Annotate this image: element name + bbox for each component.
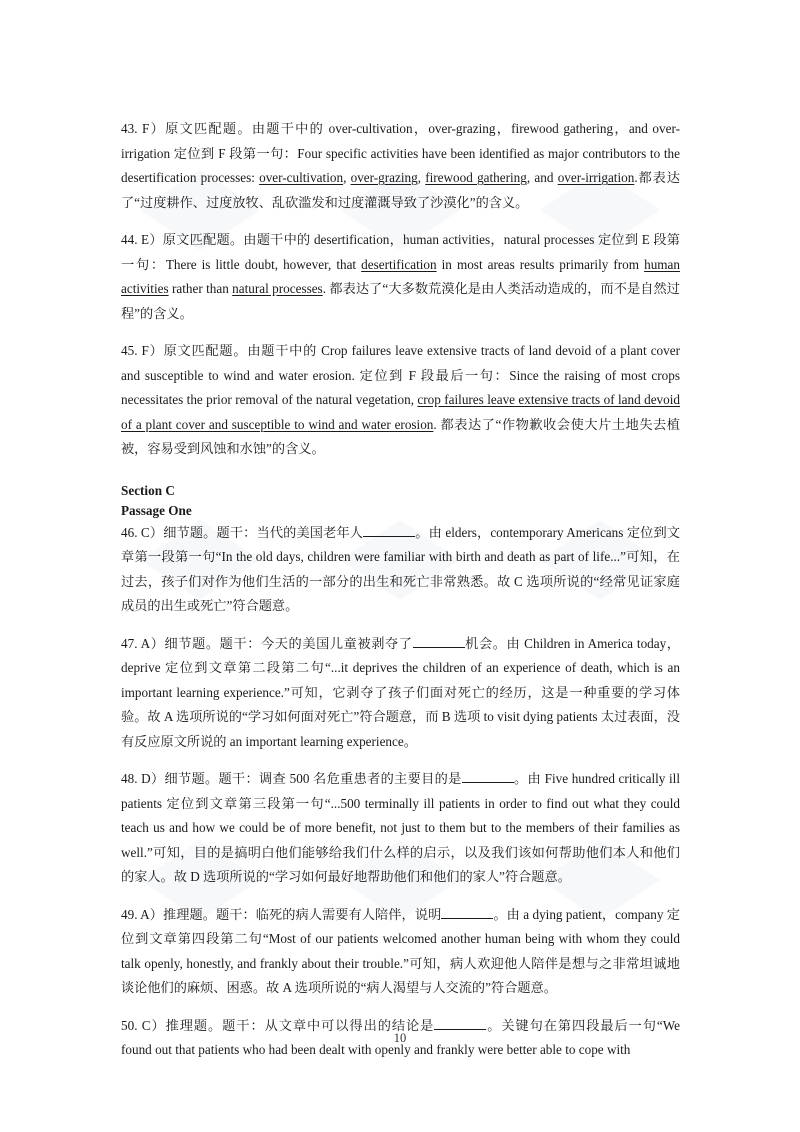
- explanation-text: .都表达了“过度耕作、过度放牧、乱砍滥发和过度灌溉导致了沙漠化”的含义。: [121, 170, 680, 210]
- underlined-quote: natural processes: [232, 281, 323, 296]
- separator: , and: [526, 170, 558, 185]
- explanation-text: . 都表达了“大多数荒漠化是由人类活动造成的，而不是自然过程”的含义。: [121, 281, 680, 321]
- explanation-46: [121, 521, 680, 619]
- underlined-quote: firewood gathering: [425, 170, 527, 185]
- explanation-49: [121, 903, 680, 1001]
- explanation-44: [121, 228, 680, 326]
- explanation-text: 47. A）细节题。题干：今天的美国儿童被剥夺了: [121, 635, 413, 651]
- underlined-quote: crop failures leave extensive tracts of land devoid of a plant cover and susceptible to wind and water erosion: [121, 392, 680, 432]
- explanation-text: 。关键句在第四段最后一句“We found out that patients who had been dealt with openly and frankly were better able to cope with: [121, 1017, 680, 1057]
- page-number: 10: [393, 1031, 407, 1045]
- explanation-text: 46. C）细节题。题干：当代的美国老年人: [121, 524, 364, 540]
- explanation-text: . 都表达了“作物歉收会使大片土地失去植被，容易受到风蚀和水蚀”的含义。: [121, 416, 680, 456]
- explanation-45: [121, 339, 680, 462]
- underlined-quote: over-grazing: [350, 170, 418, 185]
- separator: ,: [343, 170, 351, 185]
- explanation-text: rather than: [168, 281, 233, 296]
- explanation-text: 44. E）原文匹配题。由题干中的 desertification，human activities，natural processes 定位到 E 段第一句：There is little doubt, however, that: [121, 232, 680, 272]
- explanation-text: 45. F）原文匹配题。由题干中的 Crop failures leave extensive tracts of land devoid of a plant cover and susceptible to wind and water erosion. 定位到 F 段最后一句：Since the raising of most crops necessitates the prior removal of the natural vegetation,: [121, 343, 680, 407]
- explanation-48: [121, 767, 680, 890]
- separator: ,: [417, 170, 426, 185]
- explanation-text: 48. D）细节题。题干：调查 500 名危重患者的主要目的是: [121, 771, 462, 786]
- answer-blank: [363, 524, 415, 537]
- explanation-47: [121, 632, 680, 755]
- answer-blank: [441, 906, 493, 919]
- section-heading: Section C: [121, 482, 175, 498]
- explanation-text: 。由 Five hundred critically ill patients 定位到文章第三段第一句“...500 terminally ill patients in order to find out what they could teach us and how we could be of more benefit, not just to them but to the members of their families as well.”可知，目的是搞明白他们能够给我们什么样的启示，以及我们该如何帮助他们本人和他们的家人。故 D 选项所说的“学习如何最好地帮助他们和他们的家人”符合题意。: [121, 771, 681, 884]
- answer-blank: [413, 635, 465, 648]
- explanation-text: 。由 elders，contemporary Americans 定位到文章第一段第一句“In the old days, children were familiar with birth and death as part of life...”可知，在过去，孩子们对作为他们生活的一部分的出生和死亡非常熟悉。故 C 选项所说的“经常见证家庭成员的出生或死亡”符合题意。: [121, 524, 680, 613]
- underlined-quote: over-irrigation: [557, 170, 635, 185]
- explanation-text: 机会。由 Children in America today，deprive 定位到文章第二段第二句“...it deprives the children of an experience of death, which is an important learning experience.”可知，它剥夺了孩子们面对死亡的经历，这是一种重要的学习体验。故 A 选项所说的“学习如何面对死亡”符合题意，而 B 选项 to visit dying patients 太过表面，没有反应原文所说的 an important learning experience。: [121, 635, 680, 749]
- underlined-quote: over-cultivation: [259, 170, 344, 185]
- explanation-text: 50. C）推理题。题干：从文章中可以得出的结论是: [121, 1017, 435, 1033]
- explanation-text: 43. F）原文匹配题。由题干中的 over-cultivation，over-grazing，firewood gathering，and over-irrigation 定位到 F 段第一句：Four specific activities have been identified as major contributors to the desertification processes:: [121, 121, 680, 185]
- answer-blank: [434, 1017, 486, 1030]
- explanation-text: 49. A）推理题。题干：临死的病人需要有人陪伴，说明: [121, 906, 442, 922]
- explanation-text: 。由 a dying patient，company 定位到文章第四段第二句“Most of our patients welcomed another human being with whom they could talk openly, honestly, and frankly about their trouble.”可知，病人欢迎他人陪伴是想与之非常坦诚地谈论他们的麻烦、困惑。故 A 选项所说的“病人渴望与人交流的”符合题意。: [121, 906, 680, 995]
- explanation-text: in most areas results primarily from: [436, 256, 645, 272]
- passage-heading: Passage One: [121, 502, 192, 518]
- answer-blank: [462, 770, 514, 783]
- answer-explanations: [121, 117, 680, 1063]
- underlined-quote: human activities: [121, 256, 680, 296]
- explanation-43: [121, 117, 680, 215]
- underlined-quote: desertification: [361, 256, 437, 272]
